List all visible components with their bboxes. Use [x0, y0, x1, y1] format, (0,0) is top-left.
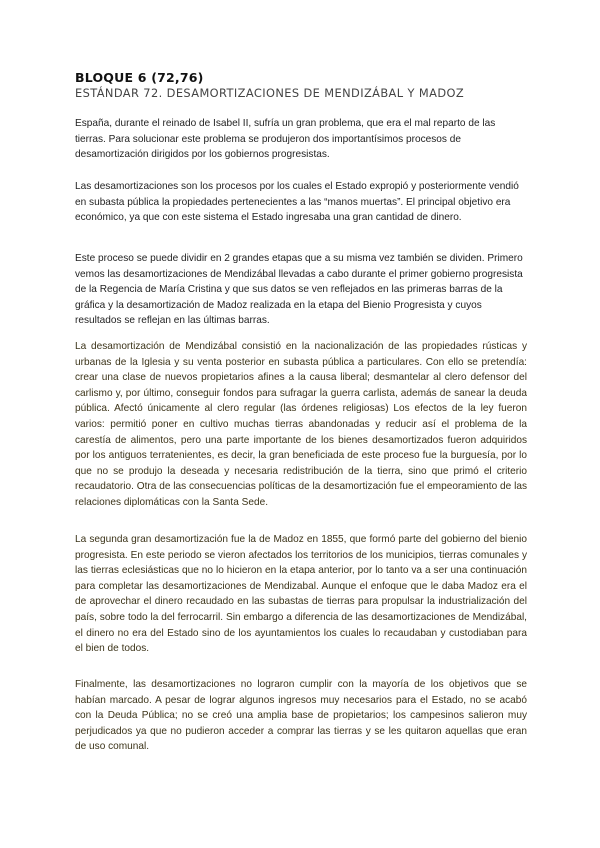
paragraph-mendizabal: La desamortización de Mendizábal consistió en la nacionalización de las propiedades rústicas y urbanas de la Iglesia y su venta posterior en subasta pública a particulares. Con ello se pretendía: crear una clase de nuevos propietarios afines a la causa liberal; desmantelar al clero defensor del carlismo y, por último, conseguir fondos para sufragar la guerra carlista, además de sanear la deuda pública. Afectó únicamente al clero regular (las órdenes religiosas) Los efectos de la ley fueron varios: permitió poner en cultivo muchas tierras abandonadas y reducir así el problema de la carestía de alimentos, pero una parte importante de los bienes desamortizados fueron adquiridos por los antiguos terratenientes, es decir, la gran beneficiada de este proceso fue la burguesía, por lo que no se produjo la deseada y necesaria redistribución de la tierra, sino que primó el criterio recaudatorio. Otra de las consecuencias políticas de la desamortización fue el empeoramiento de las relaciones diplomáticas con la Santa Sede. — [75, 341, 527, 508]
paragraph-stages: Este proceso se puede dividir en 2 grandes etapas que a su misma vez también se dividen. Primero vemos las desamortizaciones de Mendizábal llevadas a cabo durante el primer gobierno progresista de la Regencia de María Cristina y que sus datos se ven reflejados en las primeras barras de la gráfica y la desamortización de Madoz realizada en la etapa del Bienio Progresista y cuyos resultados se reflejan en las últimas barras. — [75, 253, 523, 327]
paragraph-definition: Las desamortizaciones son los procesos por los cuales el Estado expropió y posteriormente vendió en subasta pública la propiedades pertenecientes a las “manos muertas”. El principal objetivo era económico, ya que con este sistema el Estado ingresaba una gran cantidad de dinero. — [75, 181, 519, 224]
paragraph-conclusion: Finalmente, las desamortizaciones no lograron cumplir con la mayoría de los objetivos que se habían marcado. A pesar de lograr algunos ingresos muy necesarios para el Estado, no se acabó con la Deuda Pública; no se creó una amplia base de propietarios; los campesinos salieron muy perjudicados ya que no pudieron acceder a comprar las tierras y se les quitaron aquellas que eran de uso comunal. — [75, 679, 527, 753]
paragraph-madoz: La segunda gran desamortización fue la de Madoz en 1855, que formó parte del gobierno del bienio progresista. En este periodo se vieron afectados los territorios de los municipios, tierras comunales y las tierras eclesiásticas que no lo hicieron en la etapa anterior, por lo tanto va a ser una continuación para completar las desamortizaciones de Mendizabal. Aunque el enfoque que le daba Madoz era el de aprovechar el dinero recaudado en las subastas de tierras para propulsar la industrialización del país, sobre todo la del ferrocarril. Sin embargo a diferencia de las desamortizaciones de Mendizábal, el dinero no era del Estado sino de los ayuntamientos los cuales lo recaudaban y custodiaban para el bien de todos. — [75, 534, 527, 655]
standard-subtitle: ESTÁNDAR 72. DESAMORTIZACIONES DE MENDIZÁBAL Y MADOZ — [75, 86, 465, 100]
block-title: BLOQUE 6 (72,76) — [75, 70, 204, 85]
paragraph-intro: España, durante el reinado de Isabel II, sufría un gran problema, que era el mal reparto de las tierras. Para solucionar este problema se produjeron dos importantísimos procesos de desamortización dirigidos por los gobiernos progresistas. — [75, 118, 496, 161]
